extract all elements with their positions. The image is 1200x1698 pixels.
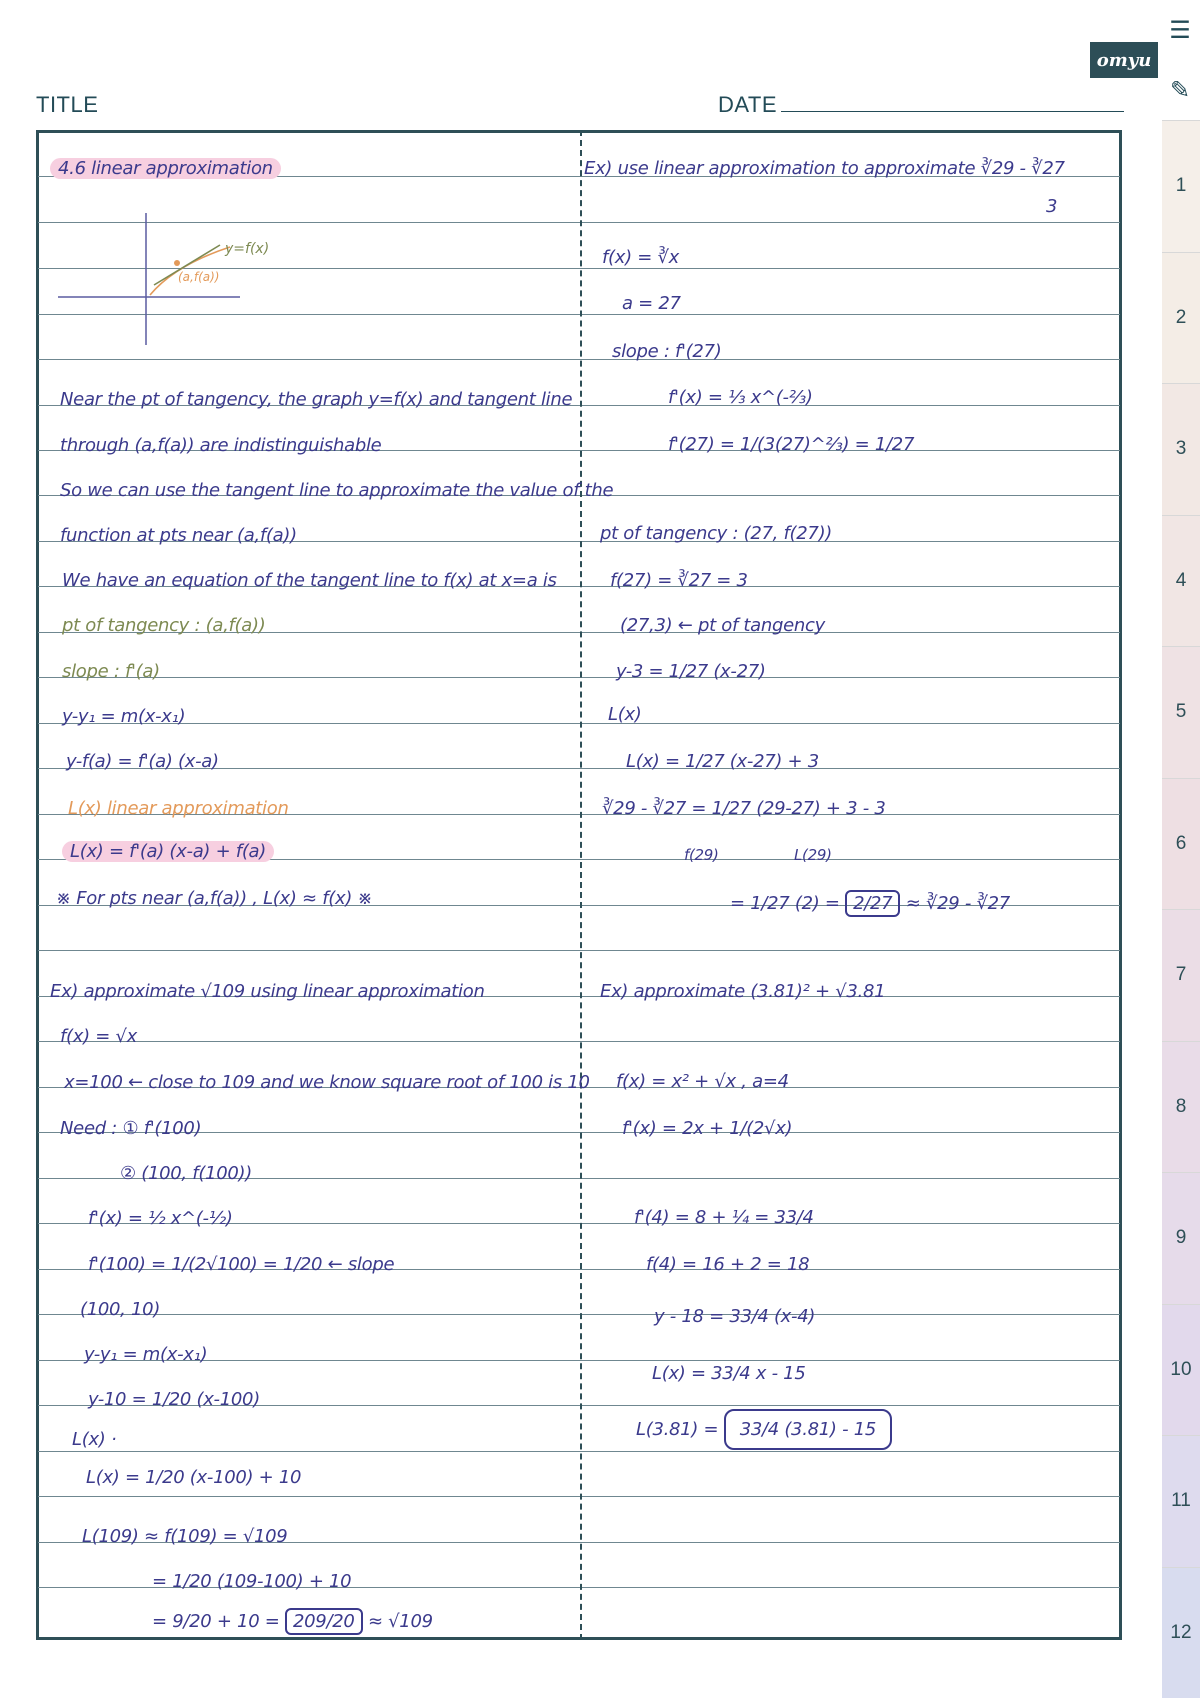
- edit-icon[interactable]: ✎: [1166, 76, 1194, 104]
- page-tab-4[interactable]: 4: [1162, 515, 1200, 647]
- note-line: slope : f'(a): [62, 660, 160, 684]
- example-1-line: ∛29 - ∛27 = 1/27 (29-27) + 3 - 3: [602, 797, 885, 821]
- example-line: f'(100) = 1/(2√100) = 1/20 ← slope: [88, 1253, 394, 1277]
- heading: 4.6 linear approximation: [50, 157, 281, 181]
- note-line: ※ For pts near (a,f(a)) , L(x) ≈ f(x) ※: [56, 887, 372, 911]
- page-tab-12[interactable]: 12: [1162, 1567, 1200, 1698]
- example-1-line: f(x) = ∛x: [602, 246, 679, 270]
- date-label: DATE: [718, 92, 777, 118]
- note-line: pt of tangency : (a,f(a)): [62, 614, 265, 638]
- example-line: y-y₁ = m(x-x₁): [84, 1343, 207, 1367]
- example-line: f(x) = √x: [60, 1025, 137, 1049]
- example-line: x=100 ← close to 109 and we know square root of 100 is 10: [64, 1071, 590, 1095]
- page-frame: [36, 130, 1122, 1640]
- page-tab-10[interactable]: 10: [1162, 1304, 1200, 1436]
- example-1-line: f'(27) = 1/(3(27)^⅔) = 1/27: [668, 433, 914, 457]
- ruled-line: [38, 1496, 1120, 1497]
- ruled-line: [38, 950, 1120, 951]
- column-divider: [580, 130, 582, 1640]
- example-1-line: L(x) = 1/27 (x-27) + 3: [626, 750, 819, 774]
- example-result: = 9/20 + 10 = 209/20 ≈ √109: [152, 1610, 433, 1634]
- example-line: L(x) ·: [72, 1428, 116, 1452]
- page-tab-6[interactable]: 6: [1162, 778, 1200, 910]
- ruled-line: [38, 1041, 1120, 1042]
- example-line: L(109) ≈ f(109) = √109: [82, 1525, 287, 1549]
- example-2-line: f(4) = 16 + 2 = 18: [646, 1253, 809, 1277]
- example-1-line: y-3 = 1/27 (x-27): [616, 660, 766, 684]
- tangent-point: [174, 260, 180, 266]
- example-line: f'(x) = ½ x^(-½): [88, 1207, 233, 1231]
- page-tab-9[interactable]: 9: [1162, 1172, 1200, 1304]
- note-line: Near the pt of tangency, the graph y=f(x) and tangent line: [60, 388, 572, 412]
- note-line: y-f(a) = f'(a) (x-a): [66, 750, 219, 774]
- example-2-line: f'(x) = 2x + 1/(2√x): [622, 1117, 792, 1141]
- example-1-line: L(x): [608, 703, 642, 727]
- example-line: = 1/20 (109-100) + 10: [152, 1570, 351, 1594]
- ruled-line: [38, 677, 1120, 678]
- example-1-line: slope : f'(27): [612, 340, 721, 364]
- note-line: We have an equation of the tangent line to f(x) at x=a is: [62, 569, 557, 593]
- ruled-line: [38, 359, 1120, 360]
- example-1-line: f(27) = ∛27 = 3: [610, 569, 748, 593]
- menu-icon[interactable]: ☰: [1166, 16, 1194, 44]
- brace-label: L(29): [794, 843, 832, 867]
- example-2-line: L(x) = 33/4 x - 15: [652, 1362, 806, 1386]
- note-line: So we can use the tangent line to approximate the value of the: [60, 479, 613, 503]
- title-label: TITLE: [36, 92, 98, 118]
- page-tab-11[interactable]: 11: [1162, 1435, 1200, 1567]
- example-2-line: y - 18 = 33/4 (x-4): [654, 1305, 815, 1329]
- example-1-line: 3: [1046, 195, 1057, 219]
- ruled-line: [38, 1451, 1120, 1452]
- example-1-line: Ex) use linear approximation to approximate ∛29 - ∛27: [584, 157, 1065, 181]
- brace-label: f(29): [684, 843, 719, 867]
- example-2-line: f(x) = x² + √x , a=4: [616, 1070, 789, 1094]
- example-line: L(x) = 1/20 (x-100) + 10: [86, 1466, 301, 1490]
- example-line: Ex) approximate √109 using linear approximation: [50, 980, 485, 1004]
- page-tab-7[interactable]: 7: [1162, 909, 1200, 1041]
- page-tab-3[interactable]: 3: [1162, 383, 1200, 515]
- brand-logo: omyu: [1090, 42, 1158, 78]
- example-1-result: = 1/27 (2) = 2/27 ≈ ∛29 - ∛27: [730, 892, 1010, 916]
- example-2-result: L(3.81) = 33/4 (3.81) - 15: [636, 1418, 892, 1442]
- page-tab-2[interactable]: 2: [1162, 252, 1200, 384]
- ruled-line: [38, 1314, 1120, 1315]
- example-1-line: f'(x) = ⅓ x^(-⅔): [668, 386, 813, 410]
- example-line: ② (100, f(100)): [120, 1162, 252, 1186]
- example-2-line: f'(4) = 8 + ¼ = 33/4: [634, 1206, 814, 1230]
- graph-label-fx: y=f(x): [224, 241, 269, 257]
- note-line: y-y₁ = m(x-x₁): [62, 705, 185, 729]
- note-line: through (a,f(a)) are indistinguishable: [60, 434, 381, 458]
- example-1-line: a = 27: [622, 292, 681, 316]
- page-tab-8[interactable]: 8: [1162, 1041, 1200, 1173]
- ruled-line: [38, 723, 1120, 724]
- graph-label-point: (a,f(a)): [178, 270, 219, 284]
- example-2-line: Ex) approximate (3.81)² + √3.81: [600, 980, 885, 1004]
- example-line: (100, 10): [80, 1298, 160, 1322]
- formula-highlight: L(x) = f'(a) (x-a) + f(a): [62, 840, 274, 864]
- tangent-graph: [50, 205, 280, 350]
- page-tab-5[interactable]: 5: [1162, 646, 1200, 778]
- example-line: Need : ① f'(100): [60, 1117, 201, 1141]
- page-tab-1[interactable]: 1: [1162, 120, 1200, 252]
- example-1-line: pt of tangency : (27, f(27)): [600, 522, 832, 546]
- example-1-line: (27,3) ← pt of tangency: [620, 614, 825, 638]
- note-line: function at pts near (a,f(a)): [60, 524, 297, 548]
- date-line[interactable]: [781, 111, 1124, 112]
- note-line: L(x) linear approximation: [68, 797, 289, 821]
- example-line: y-10 = 1/20 (x-100): [88, 1388, 260, 1412]
